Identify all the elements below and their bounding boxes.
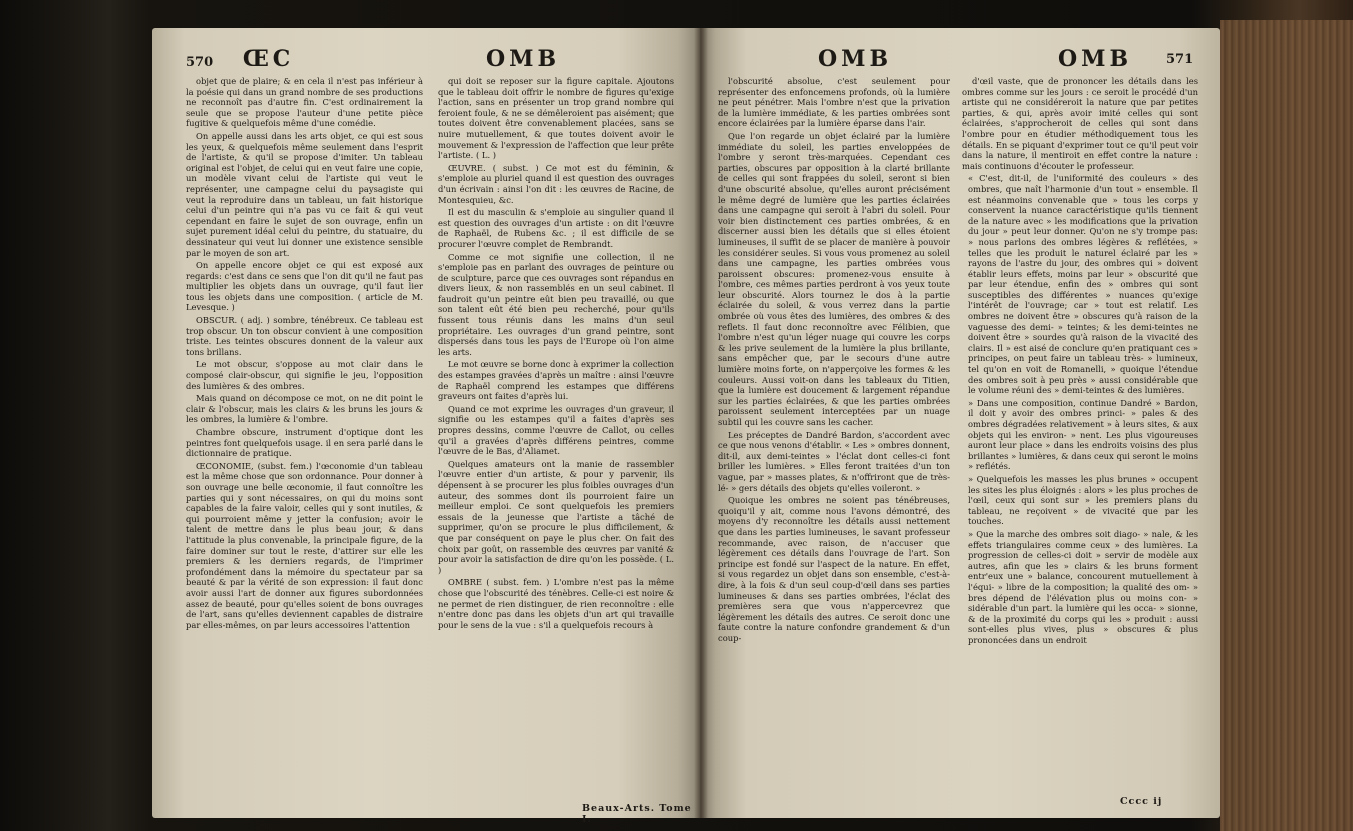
paragraph: Que l'on regarde un objet éclairé par la lumière immédiate du soleil, les parties enveloppées de l'ombre y seront très-marquées. Cependant ces parties, obscures par opposition à la clarté brillante de celles qui sont frappées du soleil, seront si bien d'une obscurité absolue, qu'elles auront précisément le même degré de lumière que les parties éclairées dans une campagne qui seroit à l'abri du soleil. Pour voir bien distinctement ces parties ombrées, & en discerner aussi bien les détails que si elles étoient lumineuses, il suffit de se placer de manière à pouvoir les considérer seules. Si vous vous promenez au soleil dans une campagne, les parties ombrées vous paroissent obscures: promenez-vous ensuite à l'ombre, ces mêmes parties perdront à vos yeux toute leur obscurité. Alors tournez le dos à la partie éclairée du soleil, & vous verrez dans la partie ombrée où vous êtes des lumières, des ombres & des reflets. Il faut donc reconnoître avec Félibien, que l'ombre n'est qu'un léger nuage qui couvre les corps & les prive seulement de la lumière la plus brillante, sans empêcher que, par le secours d'une autre lumière moins forte, on n'apperçoive les formes & les couleurs. Aussi voit-on dans les tableaux du Titien, que la lumière est doucement & largement répandue sur les parties éclairées, & que les parties ombrées paroissent seulement interceptées par un nuage subtil qui les couvre sans les cacher. bbox=[718, 130, 950, 427]
paragraph: Il est du masculin & s'emploie au singulier quand il est question des ouvrages d'un artiste : on dit l'œuvre de Raphaël, de Rubens &c. ; il est difficile de se procurer l'œuvre complet de Rembrandt. bbox=[438, 207, 674, 249]
paragraph: » Dans une composition, continue Dandré » Bardon, il doit y avoir des ombres princi- » pales & des ombres dégradées relativement » à leurs sites, & aux objets qui les environ- » nent. Les plus vigoureuses auront leur place » dans les endroits voisins des plus brillantes » lumières, & dans ceux qui seront le moins » reflétés. bbox=[968, 397, 1198, 472]
left-page-number: 570 bbox=[186, 55, 214, 70]
book-page-edges bbox=[1220, 20, 1353, 831]
paragraph: Comme ce mot signifie une collection, il ne s'emploie pas en parlant des ouvrages de peinture ou de sculpture, parce que ces ouvrages sont répandus en divers lieux, & non rassemblés en un seul cabinet. Il faudroit qu'un peintre eût bien peu travaillé, ou que son talent eût été bien peu recherché, pour qu'ils fussent tous réunis dans les mains d'un seul propriétaire. Les ouvrages d'un grand peintre, sont dispersés dans tous les pays de l'Europe où l'on aime les arts. bbox=[438, 251, 674, 357]
paragraph: On appelle aussi dans les arts objet, ce qui est sous les yeux, & quelquefois même seulement dans l'esprit de l'artiste, & qu'il se propose d'imiter. Un tableau original est l'objet, de celui qui en veut faire une copie, un modèle vivant celui de l'artiste qui veut le représenter, une campagne celui du paysagiste qui veut la reproduire dans un tableau, un fait historique celui d'un peintre qui n'a pas vu ce fait & qui veut cependant en faire le sujet de son ouvrage, enfin un sujet purement idéal celui du peintre, du statuaire, du dessinateur qui veut lui donner une existence sensible par le moyen de son art. bbox=[186, 130, 423, 258]
paragraph: Chambre obscure, instrument d'optique dont les peintres font quelquefois usage. il en sera parlé dans le dictionnaire de pratique. bbox=[186, 427, 423, 459]
right-page-number: 571 bbox=[1166, 52, 1194, 67]
left-page bbox=[152, 28, 700, 825]
right-column-1 bbox=[718, 76, 950, 806]
right-column-2 bbox=[962, 76, 1198, 806]
paragraph: objet que de plaire; & en cela il n'est pas inférieur à la poésie qui dans un grand nombre de ses productions ne reconnoît pas d'autre fin. C'est ordinairement la seule que se propose l'auteur d'une petite pièce fugitive & quelquefois même d'une comédie. bbox=[186, 76, 423, 129]
book-gutter bbox=[694, 28, 708, 818]
right-running-head bbox=[718, 46, 1198, 76]
paragraph: OBSCUR. ( adj. ) sombre, ténébreux. Ce tableau est trop obscur. Un ton obscur convient à une composition triste. Les teintes obscures donnent de la valeur aux tons brillans. bbox=[186, 315, 423, 357]
paragraph: ŒCONOMIE, (subst. fem.) l'œconomie d'un tableau est la même chose que son ordonnance. Pour donner à son ouvrage une belle œconomie, il faut connoître les parties qui y sont nécessaires, on qui du moins sont capables de la faire valoir, celles qui y sont inutiles, & qui pourroient même y jetter la confusion; avoir le talent de mettre dans le plus beau jour, & dans l'attitude la plus convenable, la principale figure, de la faire dominer sur tout le reste, d'attirer sur elle les premiers & les derniers regards, de l'imprimer profondément dans la mémoire du spectateur par sa beauté & par la vérité de son expression: il faut donc avoir aussi l'art de donner aux figures subordonnées assez de beauté, pour qu'elles soient de bons ouvrages de l'art, sans qu'elles deviennent capables de distraire par elles-mêmes, on par leurs accessoires l'attention bbox=[186, 460, 423, 630]
paragraph: « C'est, dit-il, de l'uniformité des couleurs » des ombres, que naît l'harmonie d'un tout » ensemble. Il est néanmoins convenable que » tous les corps y conservent la nuance caractéristique qu'ils tiennent de la nature avec » les modifications que la privation du jour » peut leur donner. Qu'on ne s'y trompe pas: » nous parlons des ombres légères & reflétées, » telles que les produit le naturel éclairé par les » rayons de l'astre du jour, des ombres qui » doivent établir leurs effets, moins par leur » obscurité que par leur étendue, enfin des » ombres qui sont susceptibles des différentes » nuances qu'exige l'intérêt de l'ouvrage; car » tout est relatif. Les ombres ne doivent être » obscures qu'à raison de la vaguesse des demi- » teintes; & les demi-teintes ne doivent être » sourdes qu'à raison de la vivacité des clairs. Il » est aisé de conclure qu'en pratiquant ces » principes, on peut faire un tableau très- » lumineux, tel qu'on en voit de Romanelli, » quoique l'étendue des ombres soit à peu près » aussi considérable que le volume réuni des » demi-teintes & des lumières. bbox=[968, 173, 1198, 396]
right-header-word: OMB bbox=[1058, 46, 1133, 72]
right-page bbox=[700, 28, 1220, 818]
left-column-2 bbox=[438, 76, 674, 806]
paragraph: Quelques amateurs ont la manie de rassembler l'œuvre entier d'un artiste, & pour y parvenir, ils dépensent à se procurer les plus foibles ouvrages d'un auteur, des sommes dont ils pourroient faire un meilleur emploi. Ce sont quelquefois les premiers essais de la jeunesse que l'artiste a tâché de supprimer, qu'on se procure le plus difficilement, & que par conséquent on paye le plus cher. On fait des choix par goût, on rassemble des œuvres par vanité & pour avoir la satisfaction de dire qu'on les possède. ( L. ) bbox=[438, 458, 674, 575]
right-page-signature: Cccc ij bbox=[1120, 796, 1163, 807]
paragraph: On appelle encore objet ce qui est exposé aux regards: c'est dans ce sens que l'on dit qu'il ne faut pas multiplier les objets dans un ouvrage, qu'il faut lier tous les objets dans une composition. ( article de M. Levesque. ) bbox=[186, 260, 423, 313]
paragraph: ŒUVRE. ( subst. ) Ce mot est du féminin, & s'emploie au pluriel quand il est question des ouvrages d'un écrivain : ainsi l'on dit : les œuvres de Racine, de Montesquieu, &c. bbox=[438, 162, 674, 205]
paragraph: d'œil vaste, que de prononcer les détails dans les ombres comme sur les jours : ce seroit le procédé d'un artiste qui ne considéreroit la nature que par petites parties, & qui, après avoir imité celles qui sont éclairées, s'approcheroit de celles qui sont dans l'ombre pour en étudier méthodiquement tous les détails. En se piquant d'exprimer tout ce qu'il peut voir dans la nature, il mentiroit en effet contre la nature : mais continuons d'écouter le professeur. bbox=[962, 76, 1198, 171]
paragraph: Mais quand on décompose ce mot, on ne dit point le clair & l'obscur, mais les clairs & les bruns les jours & les ombres, la lumière & l'ombre. bbox=[186, 393, 423, 425]
paragraph: Les préceptes de Dandré Bardon, s'accordent avec ce que nous venons d'établir. « Les » ombres donnent, dit-il, aux demi-teintes » l'éclat dont celles-ci font briller les lumières. » Elles feront traitées d'un ton vague, par » masses plates, & n'offriront que de très-lé- » gers détails des objets qu'elles voileront. » bbox=[718, 429, 950, 493]
paragraph: Le mot obscur, s'oppose au mot clair dans le composé clair-obscur, qui signifie le jeu, l'opposition des lumières & des ombres. bbox=[186, 359, 423, 391]
paragraph: » Quelquefois les masses les plus brunes » occupent les sites les plus éloignés : alors » les plus proches de l'œil, ceux qui sont sur » les premiers plans du tableau, ne reçoivent » de vivacité que par les touches. bbox=[968, 473, 1198, 527]
paragraph: Quoique les ombres ne soient pas ténébreuses, quoiqu'il y ait, comme nous l'avons démontré, des moyens d'y reconnoître les détails aussi nettement que dans les parties lumineuses, le savant professeur recommande, avec raison, de n'accuser que légèrement ces détails dans l'ouvrage de l'art. Son principe est fondé sur l'aspect de la nature. En effet, si vous regardez un objet dans son ensemble, c'est-à-dire, à la fois & d'un seul coup-d'œil dans ses parties lumineuses & dans ses parties ombrées, l'éclat des premières sera que vous n'appercevrez que légèrement les détails des autres. Ce seroit donc une faute contre la nature confondre grandement & d'un coup- bbox=[718, 495, 950, 643]
left-page-signature: Beaux-Arts. Tome I. bbox=[582, 803, 692, 825]
left-column-1 bbox=[186, 76, 423, 806]
left-header-center: OMB bbox=[486, 46, 561, 72]
paragraph: Le mot œuvre se borne donc à exprimer la collection des estampes gravées d'après un maître : ainsi l'œuvre de Raphaël comprend les estampes que différens graveurs ont faites d'après lui. bbox=[438, 359, 674, 402]
paragraph: OMBRE ( subst. fem. ) L'ombre n'est pas la même chose que l'obscurité des ténèbres. Celle-ci est noire & ne permet de rien distinguer, de rien reconnoître : elle n'entre donc pas dans les objets d'un art qui travaille pour le sens de la vue : s'il a quelquefois recours à bbox=[438, 577, 674, 630]
left-running-head bbox=[186, 46, 666, 76]
paragraph: qui doit se reposer sur la figure capitale. Ajoutons que le tableau doit offrir le nombre de figures qu'exige l'action, sans en présenter un trop grand nombre qui feroient foule, & ne se démêleroient pas aisément; que toutes doivent être convenablement placées, sans se nuire mutuellement, & que toutes doivent avoir le mouvement & l'expression de l'affection que leur prête l'artiste. ( L. ) bbox=[438, 76, 674, 161]
left-header-word: ŒC bbox=[242, 46, 295, 72]
paragraph: Quand ce mot exprime les ouvrages d'un graveur, il signifie ou les estampes qu'il a faites d'après ses propres dessins, comme l'œuvre de Callot, ou celles qu'il a gravées d'après différens peintres, comme l'œuvre de le Bas, d'Aliamet. bbox=[438, 403, 674, 457]
paragraph: l'obscurité absolue, c'est seulement pour représenter des enfoncemens profonds, où la lumière ne peut pénétrer. Mais l'ombre n'est que la privation de la lumière immédiate, & les parties ombrées sont encore éclairées par la lumière éparse dans l'air. bbox=[718, 76, 950, 129]
right-header-center: OMB bbox=[818, 46, 893, 72]
paragraph: » Que la marche des ombres soit diago- » nale, & les effets triangulaires comme ceux » des lumières. La progression de celles-ci doit » servir de modèle aux autres, afin que les » clairs & les bruns forment entr'eux une » balance, concourent mutuellement à l'équi- » libre de la composition; la qualité des om- » bres dépend de l'élévation plus ou moins con- » sidérable d'un part. la lumière qui les occa- » sionne, & de la proximité du corps qui les » produit : aussi sont-elles plus vives, plus » obscures & plus prononcées dans un endroit bbox=[968, 528, 1198, 645]
